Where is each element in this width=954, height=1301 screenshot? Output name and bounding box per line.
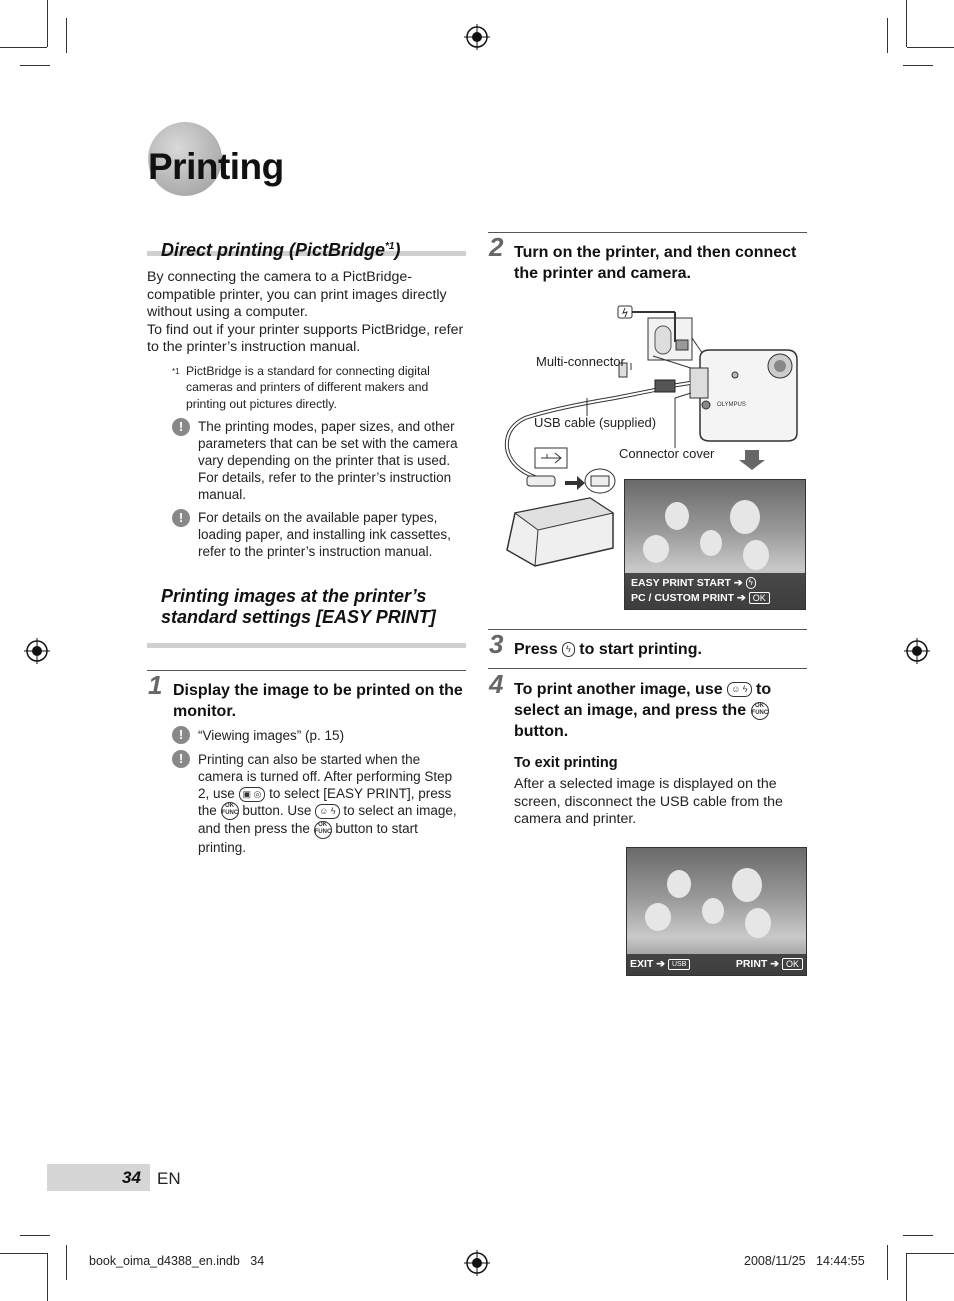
print-button-icon: ϟ [746,577,756,589]
arrow-pad-icon: ☺ ϟ [727,682,751,697]
photo-person [665,502,689,530]
page-number: 34 [122,1168,141,1187]
step-divider [147,670,466,671]
step-divider [488,668,807,669]
ok-button-icon: OK [749,592,770,604]
step-number-3: 3 [489,629,504,659]
crop-mark [907,1253,954,1254]
step-divider [488,629,807,630]
registration-mark-icon [24,638,50,664]
exit-printing-heading: To exit printing [514,755,618,771]
page-language: EN [157,1169,181,1188]
crop-mark [887,1245,888,1280]
crop-mark [66,1245,67,1280]
note-printing-modes: The printing modes, paper sizes, and other parameters that can be set with the camera vary depending on the printer that is used. For details, refer to the printer’s instruction manual. [198,419,458,502]
step-2-text: Turn on the printer, and then connect the printer and camera. [514,244,797,282]
note-printing-off: Printing can also be started when the camera is turned off. After performing Step 2, use ▣ ◎ to select [EASY PRINT], press the OK FUNC button. Use ☺ ϟ to select an image, and then press the OK FUNC button to start printing. [198,752,457,855]
ok-func-button-icon: OK FUNC [751,702,769,720]
photo-person [743,540,769,570]
usb-cable-label: USB cable (supplied) [534,415,657,430]
registration-mark-icon [464,24,490,50]
photo-person [745,908,771,938]
step-number-4: 4 [489,669,504,699]
footer-datetime: 2008/11/25 14:44:55 [744,1254,865,1268]
section-heading-direct-printing: Direct printing (PictBridge$^{*1}$) [161,240,401,260]
step-number-2: 2 [489,232,504,262]
crop-mark [903,65,933,66]
arrow-pad-icon: ▣ ◎ [239,787,266,802]
step-number-1: 1 [148,670,163,700]
crop-mark [0,47,47,48]
print-button-icon: ϟ [562,642,575,657]
crop-mark [903,1235,933,1236]
camera-brand: OLYMPUS [717,402,746,408]
easy-print-overlay: EASY PRINT START ➔ ϟ PC / CUSTOM PRINT ➔ OK [625,573,805,609]
photo-person [700,530,722,556]
multi-connector-label: Multi-connector [536,354,625,369]
usb-icon: USB [668,959,690,970]
intro-paragraph: By connecting the camera to a PictBridge-compatible printer, you can print images directly without using a computer. To find out if your printer supports PictBridge, refer to the printer’s instruction manual. [147,269,464,356]
reference-icon: ! [172,726,190,744]
photo-person [702,898,724,924]
photo-person [645,903,671,931]
crop-mark [20,65,50,66]
photo-person [730,500,760,534]
crop-mark [0,1253,47,1254]
page-title: Printing [148,146,284,187]
caution-icon: ! [172,750,190,768]
crop-mark [20,1235,50,1236]
arrow-pad-icon: ☺ ϟ [315,804,339,819]
footnote: PictBridge is a standard for connecting digital cameras and printers of different makers and printing out pictures directly. [186,364,430,411]
crop-mark [906,1253,907,1301]
crop-mark [907,47,954,48]
step-1-text: Display the image to be printed on the monitor. [173,682,463,720]
photo-person [732,868,762,902]
ok-button-icon: OK [782,958,803,970]
crop-mark [906,0,907,47]
caution-icon: ! [172,509,190,527]
registration-mark-icon [904,638,930,664]
step-4-text: To print another image, use ☺ ϟ to select an image, and press the OK FUNC button. [514,681,772,740]
footnote-mark: *1 [172,367,180,376]
monitor-screen-easy-print [624,479,806,610]
crop-mark [887,18,888,53]
registration-mark-icon [464,1250,490,1276]
caution-icon: ! [172,418,190,436]
exit-printing-text: After a selected image is displayed on the screen, disconnect the USB cable from the camera and printer. [514,776,783,828]
step-3-text: Press ϟ to start printing. [514,641,702,658]
section-heading-easy-print: Printing images at the printer’s standard settings [EASY PRINT] [161,586,436,627]
connector-cover-label: Connector cover [619,446,715,461]
crop-mark [66,18,67,53]
monitor-screen-print [626,847,807,976]
print-overlay: EXIT ➔ USB PRINT ➔ OK [627,954,806,975]
ok-func-button-icon: OK FUNC [221,802,239,820]
note-paper-types: For details on the available paper types, loading paper, and installing ink cassettes, refer to the printer’s instruction manual. [198,510,451,559]
photo-person [667,870,691,898]
crop-mark [47,1253,48,1301]
step-divider [488,232,807,233]
crop-mark [47,0,48,47]
photo-person [643,535,669,563]
ok-func-button-icon: OK FUNC [314,821,332,839]
note-viewing-images: “Viewing images” (p. 15) [198,728,345,743]
footer-filename: book_oima_d4388_en.indb 34 [89,1254,265,1268]
section-bar [147,643,466,648]
